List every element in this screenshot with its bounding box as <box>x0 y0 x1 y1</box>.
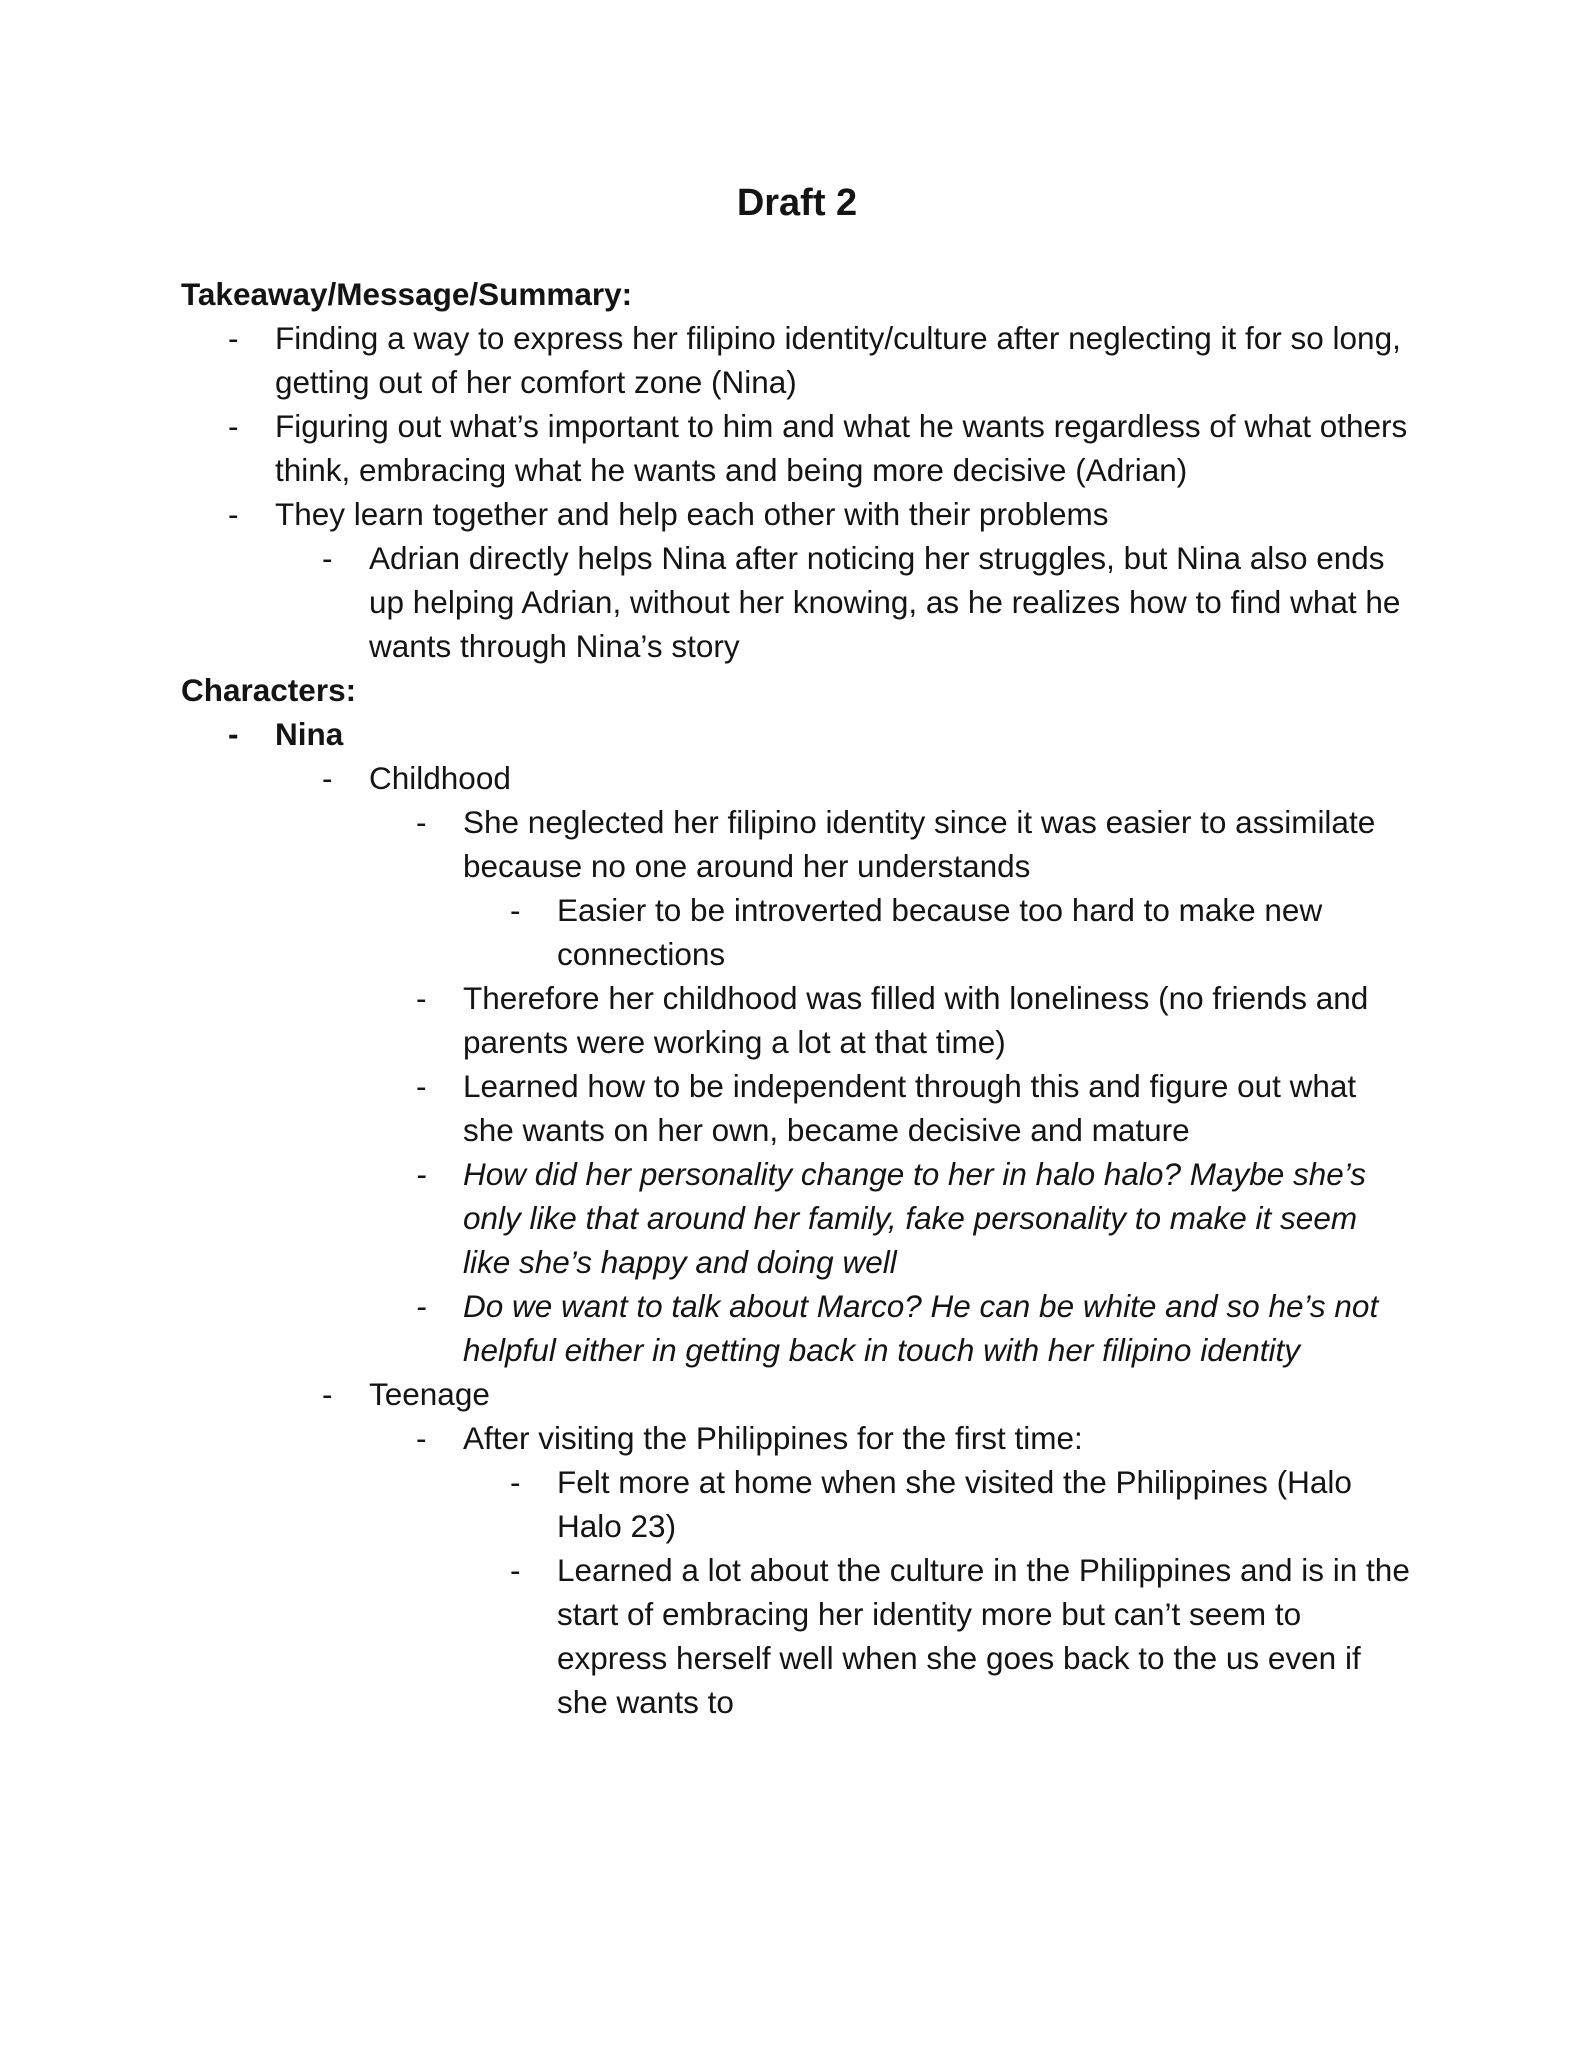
stage-label: Childhood <box>369 760 511 796</box>
list-item <box>463 800 1411 976</box>
list-item: - Therefore her childhood was filled with loneliness (no friends and parents were working a lot at that time) <box>463 976 1411 1064</box>
list-item: - Finding a way to express her filipino identity/culture after neglecting it for so long, getting out of her comfort zone (Nina) <box>275 316 1411 404</box>
list-item-text: After visiting the Philippines for the first time: <box>463 1420 1083 1456</box>
childhood-sublist <box>463 888 1411 976</box>
stage-childhood <box>369 756 1411 1372</box>
takeaway-heading: Takeaway/Message/Summary: <box>181 276 633 312</box>
list-item: - Easier to be introverted because too hard to make new connections <box>557 888 1411 976</box>
characters-heading: Characters: <box>181 672 357 708</box>
characters-list <box>181 712 1411 1724</box>
stage-teenage <box>369 1372 1411 1724</box>
stage-label: Teenage <box>369 1376 490 1412</box>
list-item <box>463 1416 1411 1724</box>
takeaway-list <box>181 316 1411 668</box>
list-item-text: They learn together and help each other with their problems <box>275 496 1109 532</box>
list-item: - Adrian directly helps Nina after noticing her struggles, but Nina also ends up helping Adrian, without her knowing, as he realizes how to find what he wants through Nina’s story <box>369 536 1411 668</box>
list-item-text: She neglected her filipino identity since it was easier to assimilate because no one around her understands <box>463 804 1376 884</box>
list-item: - Learned how to be independent through this and figure out what she wants on her own, became decisive and mature <box>463 1064 1411 1152</box>
list-item <box>275 492 1411 668</box>
teenage-sublist <box>463 1460 1411 1724</box>
childhood-list <box>369 800 1411 1372</box>
character-nina <box>275 712 1411 1724</box>
nina-life-stages <box>275 756 1411 1724</box>
list-item-note: - Do we want to talk about Marco? He can be white and so he’s not helpful either in getting back in touch with her filipino identity <box>463 1284 1411 1372</box>
document-body <box>181 272 1411 1724</box>
takeaway-sublist <box>275 536 1411 668</box>
character-name: Nina <box>275 716 344 752</box>
list-item: - Felt more at home when she visited the Philippines (Halo Halo 23) <box>557 1460 1411 1548</box>
teenage-list <box>369 1416 1411 1724</box>
list-item-note: - How did her personality change to her in halo halo? Maybe she’s only like that around her family, fake personality to make it seem like she’s happy and doing well <box>463 1152 1411 1284</box>
list-item: - Learned a lot about the culture in the Philippines and is in the start of embracing her identity more but can’t seem to express herself well when she goes back to the us even if she wants to <box>557 1548 1411 1724</box>
page-title: Draft 2 <box>736 182 858 224</box>
list-item: - Figuring out what’s important to him and what he wants regardless of what others think, embracing what he wants and being more decisive (Adrian) <box>275 404 1411 492</box>
